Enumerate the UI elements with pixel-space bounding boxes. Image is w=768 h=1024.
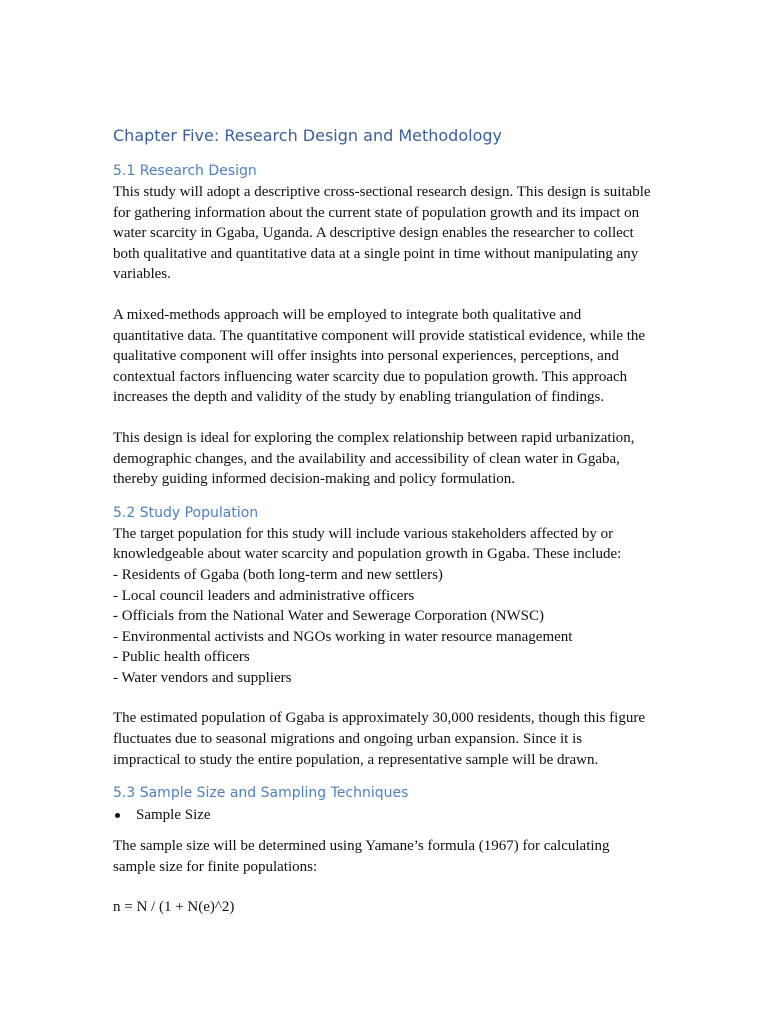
list-item: - Environmental activists and NGOs working in water resource management	[113, 628, 573, 645]
text-line: This design is ideal for exploring the complex relationship between rapid urbanization,	[113, 429, 635, 446]
text-line: This study will adopt a descriptive cross-sectional research design. This design is suitable	[113, 184, 651, 200]
text-line: The target population for this study will include various stakeholders affected by or	[113, 525, 614, 542]
paragraph-study-population-2	[113, 708, 658, 770]
text-line: demographic changes, and the availability and accessibility of clean water in Ggaba,	[113, 450, 620, 467]
section-heading-sample-size: 5.3 Sample Size and Sampling Techniques	[113, 785, 409, 802]
text-line: impractical to study the entire population, a representative sample will be drawn.	[113, 751, 599, 768]
list-item: - Water vendors and suppliers	[113, 669, 292, 686]
formula-yamane	[113, 897, 658, 918]
paragraph-research-design-2	[113, 305, 658, 408]
list-item: - Officials from the National Water and Sewerage Corporation (NWSC)	[113, 608, 545, 625]
text-line: thereby guiding informed decision-making and policy formulation.	[113, 471, 515, 488]
text-line: variables.	[113, 266, 171, 283]
list-item: - Local council leaders and administrative officers	[113, 587, 415, 604]
document-page	[113, 124, 658, 918]
text-line: increases the depth and validity of the study by enabling triangulation of findings.	[113, 389, 605, 406]
paragraph-sample-size-1	[113, 836, 658, 877]
text-line: The sample size will be determined using Yamane’s formula (1967) for calculating	[113, 838, 610, 855]
text-line: water scarcity in Ggaba, Uganda. A descriptive design enables the researcher to collect	[113, 225, 634, 242]
bullet-icon	[115, 813, 120, 818]
text-line: A mixed-methods approach will be employed to integrate both qualitative and	[113, 306, 582, 323]
text-line: knowledgeable about water scarcity and population growth in Ggaba. These include:	[113, 546, 622, 563]
bullet-item-sample-size	[113, 804, 658, 826]
paragraph-research-design-3	[113, 428, 658, 490]
text-line: qualitative component will offer insights into personal experiences, perceptions, and	[113, 348, 619, 365]
paragraph-research-design-1	[113, 182, 658, 285]
text-line: for gathering information about the current state of population growth and its impact on	[113, 204, 640, 221]
formula-text: n = N / (1 + N(e)^2)	[113, 899, 235, 916]
text-line: both qualitative and quantitative data at a single point in time without manipulating any	[113, 245, 639, 262]
section-heading-research-design: 5.1 Research Design	[113, 163, 257, 179]
text-line: fluctuates due to seasonal migrations and ongoing urban expansion. Since it is	[113, 731, 583, 748]
text-line: The estimated population of Ggaba is approximately 30,000 residents, though this figure	[113, 710, 645, 727]
text-line: sample size for finite populations:	[113, 858, 318, 875]
bullet-label: Sample Size	[136, 806, 211, 823]
chapter-title: Chapter Five: Research Design and Methodology	[113, 126, 502, 145]
text-line: contextual factors influencing water scarcity due to population growth. This approach	[113, 368, 628, 385]
paragraph-study-population-1	[113, 524, 658, 689]
list-item: - Public health officers	[113, 649, 250, 666]
section-heading-study-population: 5.2 Study Population	[113, 504, 259, 521]
list-item: - Residents of Ggaba (both long-term and new settlers)	[113, 566, 443, 583]
text-line: quantitative data. The quantitative component will provide statistical evidence, while the	[113, 327, 646, 344]
